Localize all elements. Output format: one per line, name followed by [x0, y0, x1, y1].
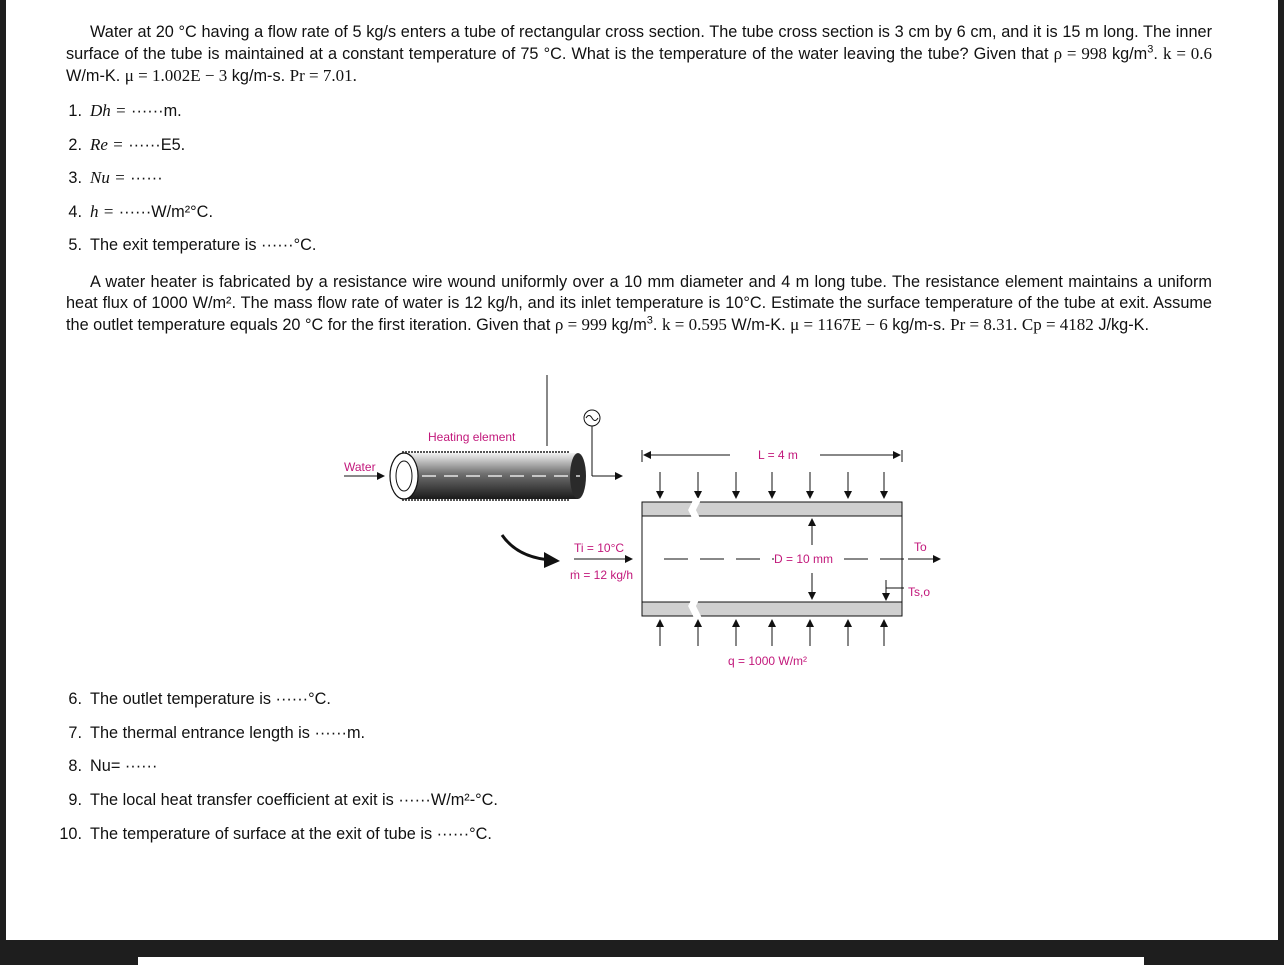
outlet-temp-label: To [914, 540, 927, 554]
question-10: 10. The temperature of surface at the exit of tube is ······°C. [59, 825, 492, 843]
heating-element-label: Heating element [428, 430, 516, 444]
water-heater-figure [330, 370, 950, 680]
problem2-statement: A water heater is fabricated by a resistance wire wound uniformly over a 10 mm diameter and 4 m long tube. The resistance element maintains a uniform heat flux of 1000 W/m². The mass flow rate of water is 12 kg/h, and its inlet temperature is 10°C. Estimate the surface temperature of the tube at exit. Assume the outlet temperature equals 20 °C for the first iteration. Given that ρ = 999 $kg/m^3$. k = 0.595 W/m-K. μ = 1167E − 6 kg/m-s. Pr = 8.31. Cp = 4182 J/kg-K. [66, 273, 1212, 334]
question-4: 4. h = ······W/m²°C. [68, 202, 213, 221]
question-9: 9. The local heat transfer coefficient at exit is ······W/m²-°C. [68, 791, 498, 809]
answer-blank: ······ [261, 236, 294, 254]
question-1: 1. Dh = ······m. [68, 101, 182, 120]
answer-input-area[interactable] [138, 957, 1144, 965]
question-6: 6. The outlet temperature is ······°C. [68, 690, 331, 708]
answer-blank: ······ [128, 136, 161, 154]
question-7: 7. The thermal entrance length is ······m. [68, 724, 366, 742]
answer-blank: ······ [314, 724, 347, 742]
length-label: L = 4 m [758, 448, 798, 462]
water-label: Water [344, 460, 376, 474]
diameter-label: D = 10 mm [774, 552, 834, 566]
question-8: 8. Nu= ······ [68, 757, 158, 775]
question-3: 3. Nu = ······ [68, 168, 163, 187]
mass-flow-label: ṁ = 12 kg/h [570, 568, 634, 582]
heat-flux-label: q = 1000 W/m² [728, 654, 808, 668]
answer-blank: ······ [124, 757, 158, 775]
answer-blank: ······ [130, 169, 163, 187]
answer-blank: ······ [275, 690, 309, 708]
pipe-section [642, 498, 902, 624]
surface-outlet-label: Ts,o [908, 585, 931, 599]
answer-blank: ······ [131, 102, 164, 120]
inlet-temp-label: Ti = 10°C [574, 541, 625, 555]
answer-blank: ······ [398, 791, 431, 809]
answer-blank: ······ [118, 203, 152, 221]
problem1-statement: Water at 20 °C having a flow rate of 5 kg/s enters a tube of rectangular cross section. The tube cross section is 3 cm by 6 cm, and it is 15 m long. The inner surface of the tube is maintained at a constant temperature of 75 °C. What is the temperature of the water leaving the tube? Given that ρ = 998 $kg/m^3$. k = 0.6 W/m-K. μ = 1.002E − 3 kg/m-s. Pr = 7.01. [66, 23, 1212, 85]
heating-element-tube [390, 452, 586, 500]
question-2: 2. Re = ······E5. [68, 135, 186, 154]
question-5: 5. The exit temperature is ······°C. [68, 236, 317, 254]
answer-blank: ······ [436, 825, 470, 843]
